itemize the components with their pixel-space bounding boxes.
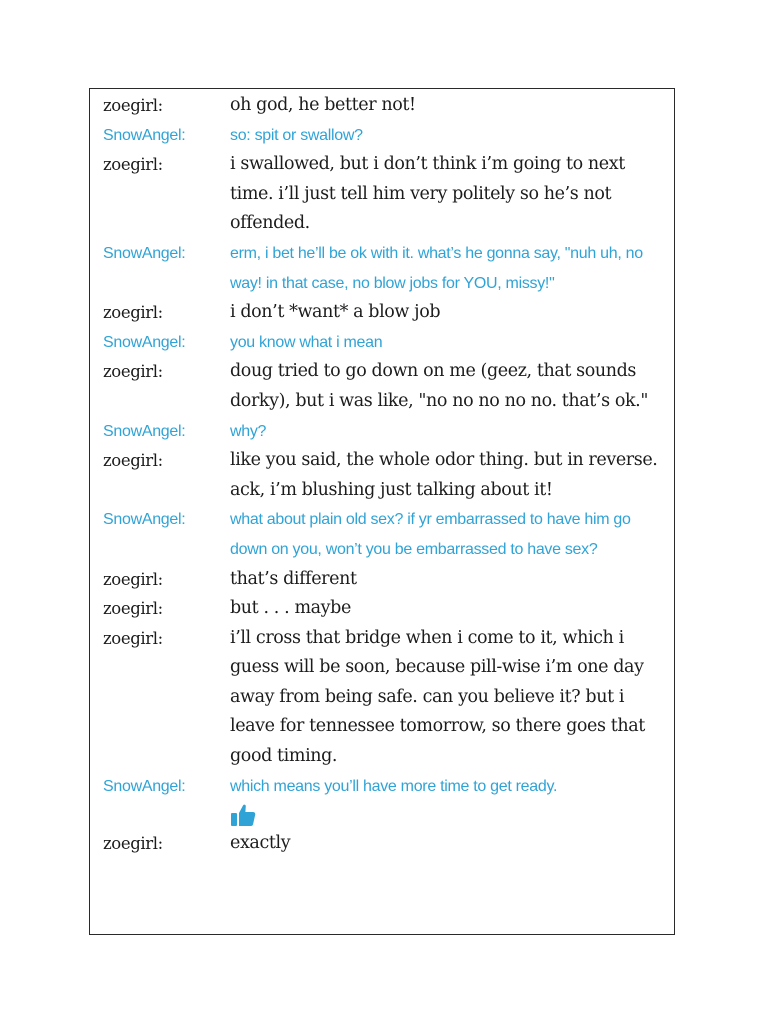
thumbs-up-icon xyxy=(230,803,256,827)
sender-name: SnowAngel: xyxy=(103,422,186,440)
message-text: exactly xyxy=(230,833,291,854)
chat-message xyxy=(90,150,674,239)
sender-name: zoegirl: xyxy=(103,599,163,619)
sender-name: zoegirl: xyxy=(103,628,163,648)
sender-name: zoegirl: xyxy=(103,834,163,854)
message-text: erm, i bet he’ll be ok with it. what’s he gonna say, "nuh uh, no way! in that case, no blow jobs for YOU, missy!" xyxy=(230,244,643,292)
message-text: i’ll cross that bridge when i come to it, which i guess will be soon, because pill-wise i’m one day away from being safe. can you believe it? but i leave for tennessee tomorrow, so there goes that good timing. xyxy=(230,627,645,767)
message-text: but . . . maybe xyxy=(230,598,351,619)
message-text: why? xyxy=(230,422,267,440)
chat-message xyxy=(90,505,674,564)
message-text: that’s different xyxy=(230,568,357,589)
message-text: i swallowed, but i don’t think i’m going to next time. i’ll just tell him very politely so he’s not offended. xyxy=(230,154,625,234)
sender-name: SnowAngel: xyxy=(103,244,186,262)
sender-name: zoegirl: xyxy=(103,451,163,471)
message-text: oh god, he better not! xyxy=(230,95,416,115)
sender-name: zoegirl: xyxy=(103,96,163,115)
chat-message xyxy=(90,565,674,595)
chat-transcript xyxy=(89,88,675,935)
chat-message xyxy=(90,417,674,447)
sender-name: SnowAngel: xyxy=(103,511,186,529)
chat-message xyxy=(90,772,674,830)
message-text: i don’t *want* a blow job xyxy=(230,302,441,323)
chat-message xyxy=(90,624,674,772)
chat-message xyxy=(90,239,674,298)
message-text: what about plain old sex? if yr embarrassed to have him go down on you, won’t you be embarrassed to have sex? xyxy=(230,511,631,558)
chat-message xyxy=(90,446,674,505)
message-text: you know what i mean xyxy=(230,333,383,351)
chat-message xyxy=(90,121,674,151)
message-text: so: spit or swallow? xyxy=(230,126,363,144)
chat-message xyxy=(90,357,674,416)
sender-name: zoegirl: xyxy=(103,362,163,382)
sender-name: zoegirl: xyxy=(103,155,163,175)
chat-message xyxy=(90,829,674,859)
chat-message xyxy=(90,594,674,624)
sender-name: zoegirl: xyxy=(103,569,163,589)
chat-message xyxy=(90,91,674,121)
message-text: which means you’ll have more time to get ready. xyxy=(230,777,558,795)
message-text: like you said, the whole odor thing. but in reverse. ack, i’m blushing just talking about it! xyxy=(230,450,658,500)
message-text: doug tried to go down on me (geez, that sounds dorky), but i was like, "no no no no no. that’s ok." xyxy=(230,361,648,411)
chat-message xyxy=(90,328,674,358)
message-body xyxy=(230,772,666,830)
sender-name: zoegirl: xyxy=(103,303,163,323)
sender-name: SnowAngel: xyxy=(103,333,186,351)
sender-name: SnowAngel: xyxy=(103,126,186,144)
sender-name: SnowAngel: xyxy=(103,777,186,795)
chat-message xyxy=(90,298,674,328)
